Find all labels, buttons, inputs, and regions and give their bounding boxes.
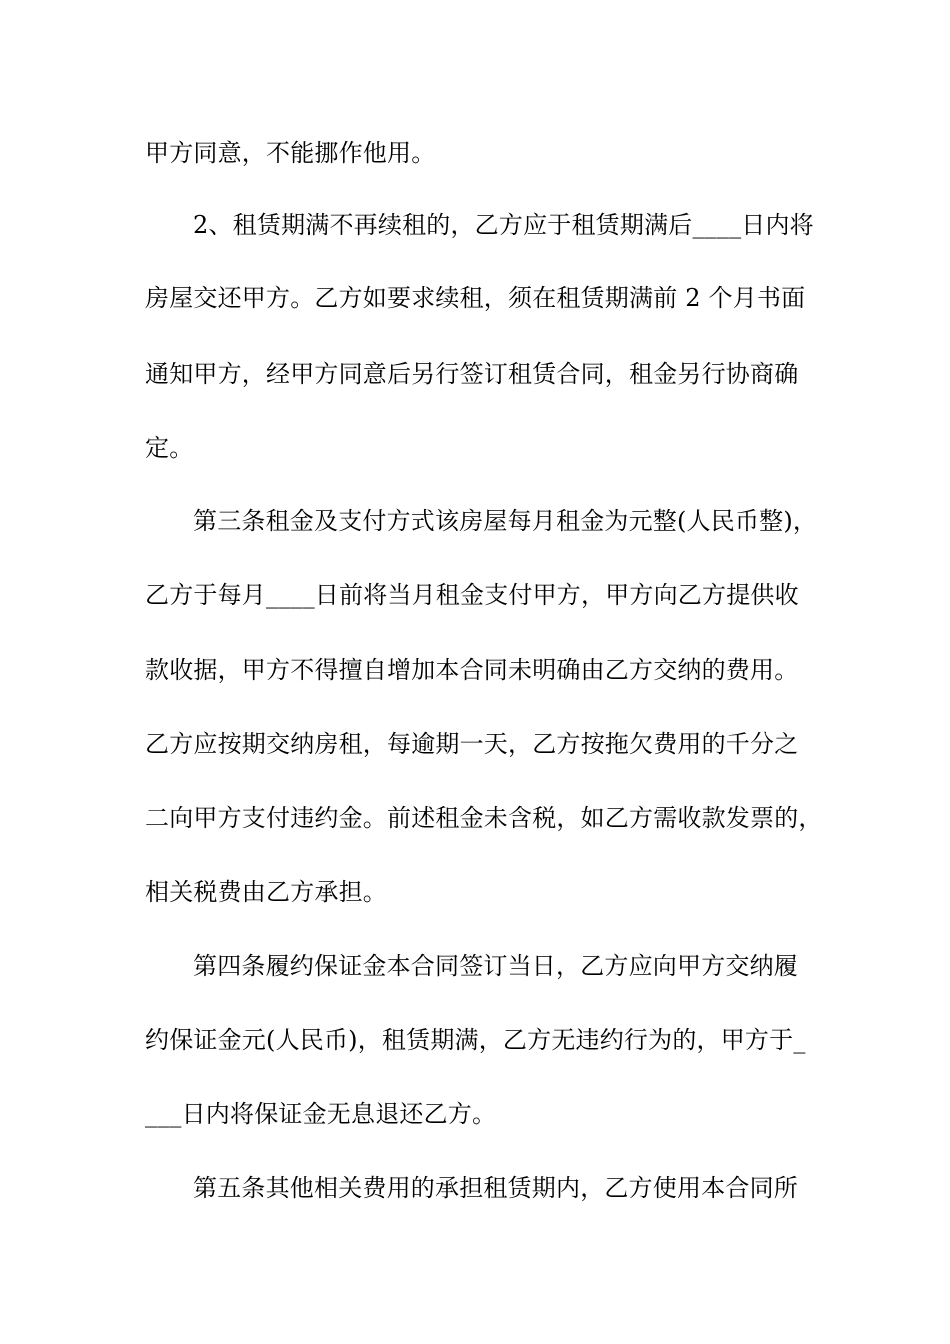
text-line: 甲方同意，不能挪作他用。 bbox=[145, 139, 436, 167]
text-line: 相关税费由乙方承担。 bbox=[145, 878, 387, 906]
text-line: 定。 bbox=[145, 434, 194, 462]
text-line: 乙方应按期交纳房租，每逾期一天，乙方按拖欠费用的千分之 bbox=[145, 730, 799, 758]
text-line: 约保证金元(人民币)，租赁期满，乙方无违约行为的，甲方于_ bbox=[145, 1026, 806, 1054]
text-line: 通知甲方，经甲方同意后另行签订租赁合同，租金另行协商确 bbox=[145, 360, 799, 388]
text-line: 款收据，甲方不得擅自增加本合同未明确由乙方交纳的费用。 bbox=[145, 656, 799, 684]
text-line: 2、租赁期满不再续租的，乙方应于租赁期满后____日内将 bbox=[193, 211, 814, 239]
text-line: 第五条其他相关费用的承担租赁期内，乙方使用本合同所 bbox=[193, 1174, 798, 1202]
text-line: ___日内将保证金无息退还乙方。 bbox=[145, 1100, 497, 1128]
text-line: 二向甲方支付违约金。前述租金未含税，如乙方需收款发票的， bbox=[145, 804, 823, 832]
text-line: 房屋交还甲方。乙方如要求续租，须在租赁期满前 2 个月书面 bbox=[145, 284, 806, 312]
text-line: 第四条履约保证金本合同签订当日，乙方应向甲方交纳履 bbox=[193, 952, 798, 980]
text-line: 第三条租金及支付方式该房屋每月租金为元整(人民币整)， bbox=[193, 507, 818, 535]
text-line: 乙方于每月____日前将当月租金支付甲方，甲方向乙方提供收 bbox=[145, 581, 799, 609]
